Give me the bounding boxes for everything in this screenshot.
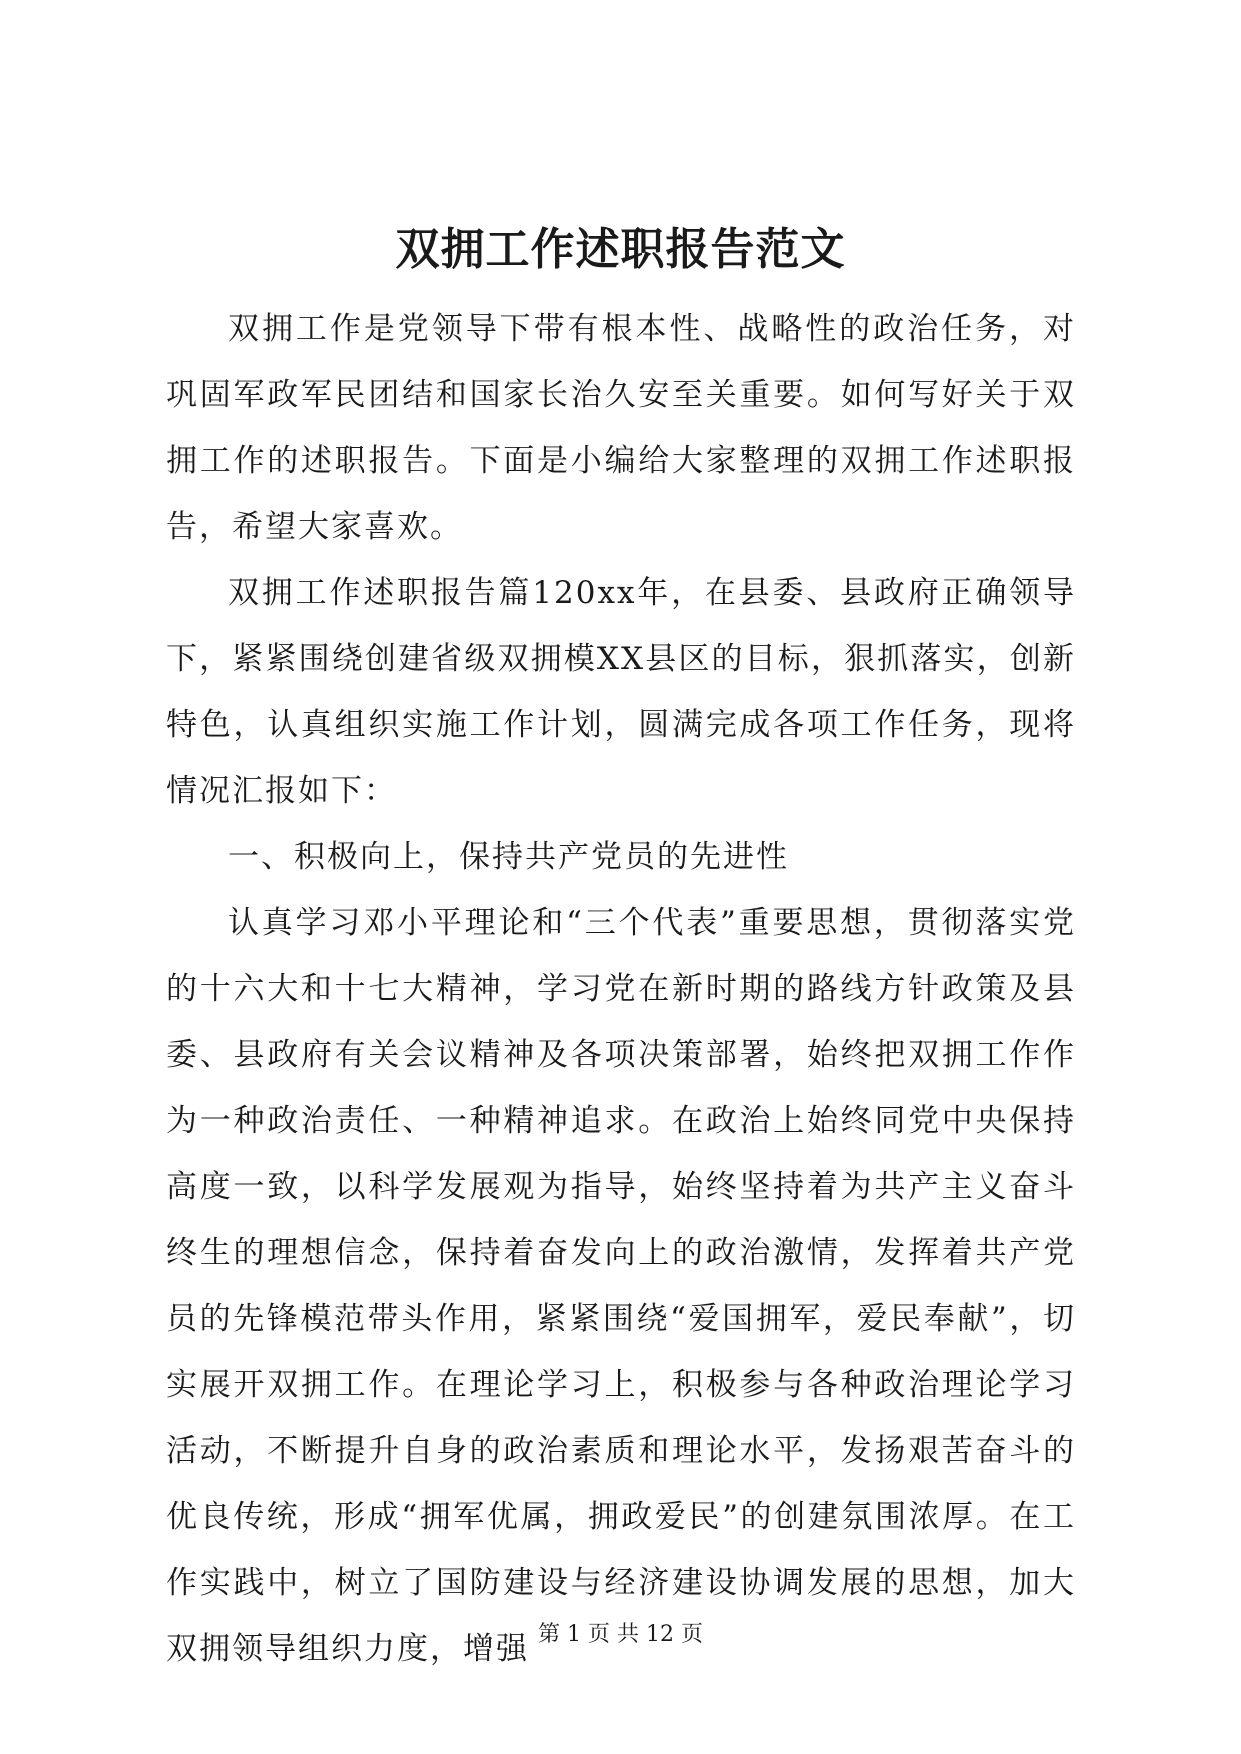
section-heading-1: 一、积极向上，保持共产党员的先进性 [228,839,789,875]
document-title: 双拥工作述职报告范文 [395,224,846,275]
page-number-footer: 第 1 页 共 12 页 [538,1622,703,1647]
paragraph-report-opening: 双拥工作述职报告篇120xx年，在县委、县政府正确领导下，紧紧围绕创建省级双拥模XX县区的目标，狠抓落实，创新特色，认真组织实施工作计划，圆满完成各项工作任务，现将情况汇报如下： [166,575,1076,809]
paragraph-section-1: 认真学习邓小平理论和“三个代表”重要思想，贯彻落实党的十六大和十七大精神，学习党在新时期的路线方针政策及县委、县政府有关会议精神及各项决策部署，始终把双拥工作作为一种政治责任、一种精神追求。在政治上始终同党中央保持高度一致，以科学发展观为指导，始终坚持着为共产主义奋斗终生的理想信念，保持着奋发向上的政治激情，发挥着共产党员的先锋模范带头作用，紧紧围绕“爱国拥军，爱民奉献”，切实展开双拥工作。在理论学习上，积极参与各种政治理论学习活动，不断提升自身的政治素质和理论水平，发扬艰苦奋斗的优良传统，形成“拥军优属，拥政爱民”的创建氛围浓厚。在工作实践中，树立了国防建设与经济建设协调发展的思想，加大双拥领导组织力度，增强 [166,905,1076,1667]
paragraph-intro: 双拥工作是党领导下带有根本性、战略性的政治任务，对巩固军政军民团结和国家长治久安至关重要。如何写好关于双拥工作的述职报告。下面是小编给大家整理的双拥工作述职报告，希望大家喜欢。 [166,311,1076,545]
document-body [166,296,1076,1682]
